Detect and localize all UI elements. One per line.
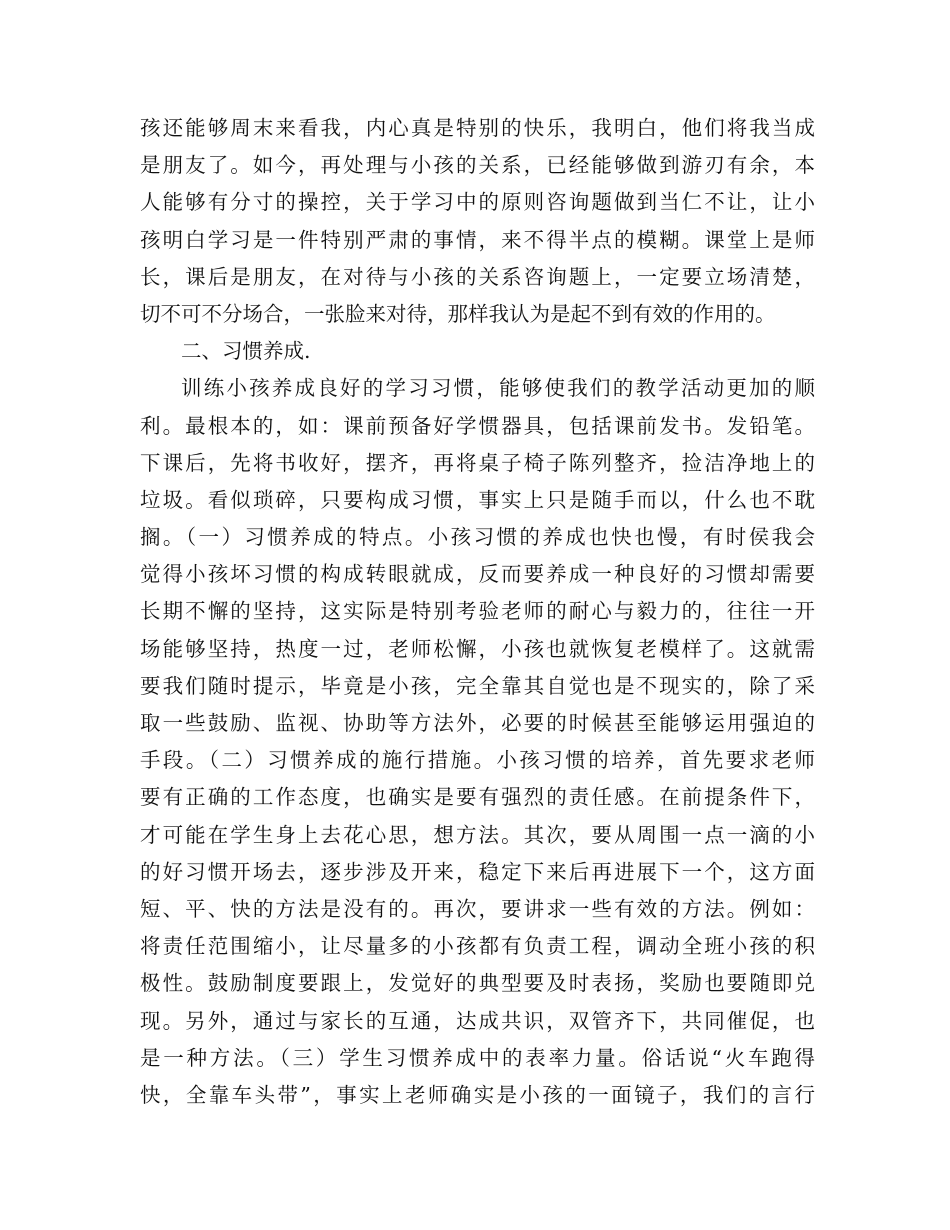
text-line: 长期不懈的坚持，这实际是特别考验老师的耐心与毅力的，往往一开 — [140, 599, 815, 624]
text-line: 要我们随时提示，毕竟是小孩，完全靠其自觉也是不现实的，除了采 — [140, 673, 815, 698]
text-line: 垃圾。看似琐碎，只要构成习惯，事实上只是随手而以，什么也不耽 — [140, 487, 815, 512]
text-line: 的好习惯开场去，逐步涉及开来，稳定下来后再进展下一个，这方面 — [140, 859, 815, 884]
text-line: 极性。鼓励制度要跟上，发觉好的典型要及时表扬，奖励也要随即兑 — [140, 971, 815, 996]
text-line: 是朋友了。如今，再处理与小孩的关系，已经能够做到游刃有余，本 — [140, 153, 815, 178]
text-line: 下课后，先将书收好，摆齐，再将桌子椅子陈列整齐，捡洁净地上的 — [140, 450, 815, 475]
text-line: 切不可不分场合，一张脸来对待，那样我认为是起不到有效的作用的。 — [140, 301, 776, 326]
text-line: 才可能在学生身上去花心思，想方法。其次，要从周围一点一滴的小 — [140, 822, 815, 847]
text-line: 短、平、快的方法是没有的。再次，要讲求一些有效的方法。例如： — [140, 896, 815, 921]
text-line: 快，全靠车头带”，事实上老师确实是小孩的一面镜子，我们的言行 — [140, 1082, 815, 1107]
text-line: 搁。（一）习惯养成的特点。小孩习惯的养成也快也慢，有时侯我会 — [140, 525, 815, 550]
section-heading — [140, 333, 815, 370]
text-line: 取一些鼓励、监视、协助等方法外，必要的时候甚至能够运用强迫的 — [140, 711, 815, 735]
paragraph-habits — [140, 370, 815, 1114]
paragraph-continuation — [140, 110, 815, 333]
text-line: 利。最根本的，如：课前预备好学惯器具，包括课前发书。发铅笔。 — [140, 413, 815, 438]
text-line: 人能够有分寸的操控，关于学习中的原则咨询题做到当仁不让，让小 — [140, 190, 815, 215]
text-line: 孩还能够周末来看我，内心真是特别的快乐，我明白，他们将我当成 — [140, 116, 815, 140]
text-line: 场能够坚持，热度一过，老师松懈，小孩也就恢复老模样了。这就需 — [140, 636, 815, 661]
text-line: 要有正确的工作态度，也确实是要有强烈的责任感。在前提条件下， — [140, 785, 815, 810]
document-body — [140, 110, 815, 1114]
text-line: 现。另外，通过与家长的互通，达成共识，双管齐下，共同催促，也 — [140, 1008, 815, 1033]
text-line: 训练小孩养成良好的学习习惯，能够使我们的教学活动更加的顺 — [181, 376, 815, 401]
text-line: 觉得小孩坏习惯的构成转眼就成，反而要养成一种良好的习惯却需要 — [140, 562, 815, 587]
text-line: 将责任范围缩小，让尽量多的小孩都有负责工程，调动全班小孩的积 — [140, 934, 815, 959]
section-heading-text: 二、习惯养成. — [181, 339, 311, 364]
text-line: 是一种方法。（三）学生习惯养成中的表率力量。俗话说“火车跑得 — [140, 1045, 815, 1070]
text-line: 手段。（二）习惯养成的施行措施。小孩习惯的培养，首先要求老师 — [140, 748, 815, 773]
text-line: 孩明白学习是一件特别严肃的事情，来不得半点的模糊。课堂上是师 — [140, 227, 815, 252]
text-line: 长，课后是朋友，在对待与小孩的关系咨询题上，一定要立场清楚， — [140, 264, 815, 289]
